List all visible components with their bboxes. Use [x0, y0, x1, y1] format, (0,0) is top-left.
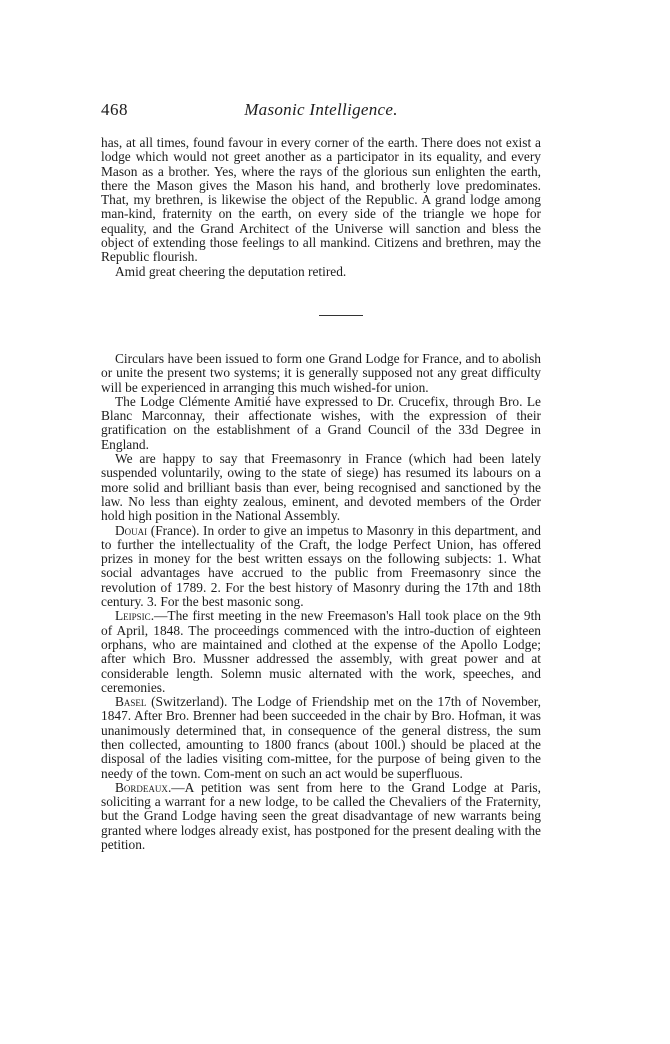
- page-number: 468: [101, 100, 128, 119]
- place-name-bordeaux: Bordeaux: [115, 779, 168, 795]
- paragraph-basel: [101, 695, 541, 781]
- paragraph-leipsic-text: .—The first meeting in the new Freemason's Hall took place on the 9th of April, 1848. The proceedings commenced with the intro-duction of eighteen orphans, who are maintained and clothed at the expense of the Apollo Lodge; after which Bro. Mussner addressed the assembly, with great power and at considerable length. Solemn music alternated with the work, speeches, and ceremonies.: [101, 608, 541, 695]
- page-header: [101, 100, 541, 122]
- paragraph-circulars: Circulars have been issued to form one Grand Lodge for France, and to abolish or unite the present two systems; it is generally supposed not any great difficulty will be experienced in arranging this much wished-for union.: [101, 350, 541, 395]
- paragraph-leipsic: [101, 609, 541, 695]
- paragraph-continuation: has, at all times, found favour in every corner of the earth. There does not exist a lodge which would not greet another as a participator in its equality, and every Mason as a brother. Yes, where the rays of the glorious sun enlighten the earth, there the Mason gives the Mason his hand, and brotherly love predominates. That, my brethren, is likewise the object of the Republic. A grand lodge among man-kind, fraternity on the earth, on every side of the triangle we hope for equality, and the Grand Architect of the Universe will sanction and bless the object of extending those feelings to all mankind. Citizens and brethren, may the Republic flourish.: [101, 135, 541, 265]
- place-name-douai: Douai: [115, 522, 148, 538]
- paragraph-freemasonry-france: We are happy to say that Freemasonry in France (which had been lately suspended voluntarily, owing to the state of siege) has resumed its labours on a more solid and brilliant basis than ever, being recognised and sanctioned by the law. No less than eighty zealous, eminent, and devoted members of the Order hold high position in the National Assembly.: [101, 451, 541, 524]
- paragraph-bordeaux: [101, 781, 541, 852]
- place-name-basel: Basel: [115, 694, 147, 710]
- paragraph-lodge-clemente: The Lodge Clémente Amitié have expressed to Dr. Crucefix, through Bro. Le Blanc Marconnay, their affectionate wishes, with the expression of their gratification on the establishment of a Grand Council of the 33d Degree in England.: [101, 393, 541, 452]
- paragraph-douai-text: (France). In order to give an impetus to Masonry in this department, and to further the intellectuality of the Craft, the lodge Perfect Union, has offered prizes in money for the best written essays on the following subjects: 1. What social advantages have accrued to the public from Freemasonry since the revolution of 1789. 2. For the best history of Masonry during the 17th and 18th century. 3. For the best masonic song.: [101, 522, 541, 610]
- article-body: [101, 136, 541, 852]
- paragraph-douai: [101, 524, 541, 610]
- divider-rule: [319, 315, 363, 316]
- section-divider: [101, 279, 541, 352]
- paragraph-deputation: Amid great cheering the deputation retired.: [115, 263, 347, 279]
- paragraph-basel-text: (Switzerland). The Lodge of Friendship met on the 17th of November, 1847. After Bro. Brenner had been succeeded in the chair by Bro. Hofman, it was unanimously determined that, in consequence of the general distress, the sum then collected, amounting to 1800 francs (about 100l.) should be placed at the disposal of the ladies visiting com-mittee, for the purpose of being given to the needy of the town. Com-ment on such an act would be superfluous.: [101, 694, 541, 781]
- running-title: Masonic Intelligence.: [244, 100, 398, 119]
- place-name-leipsic: Leipsic: [115, 608, 151, 624]
- paragraph-bordeaux-text: .—A petition was sent from here to the Grand Lodge at Paris, soliciting a warrant for a new lodge, to be called the Chevaliers of the Fraternity, but the Grand Lodge having seen the great disadvantage of new warrants being granted where lodges already exist, has postponed for the present dealing with the petition.: [101, 779, 541, 853]
